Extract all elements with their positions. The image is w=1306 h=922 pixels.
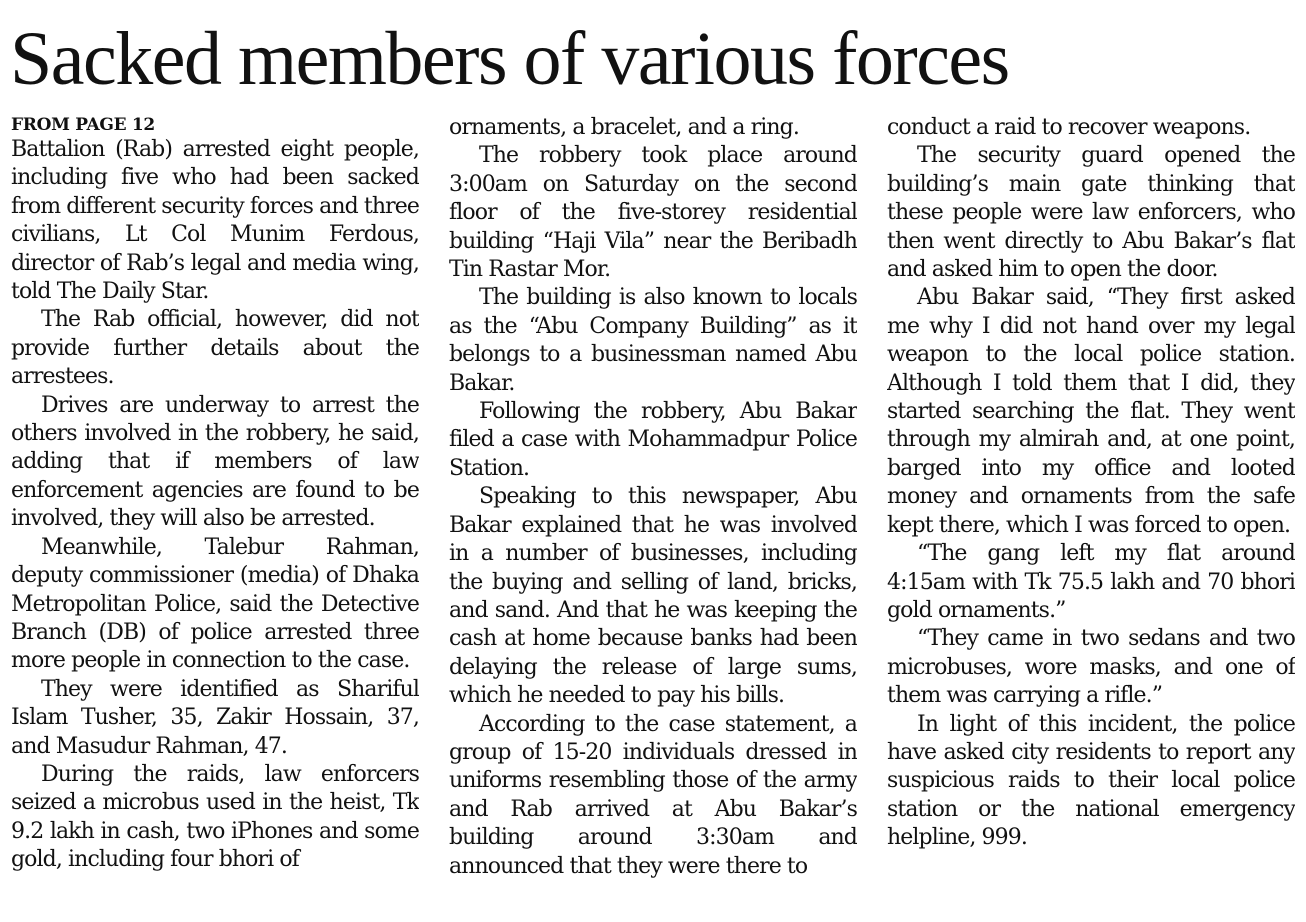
paragraph: Drives are underway to arrest the others involved in the robbery, he said, adding that if members of law enforcement agencies are found to be involved, they will also be arrested. (11, 392, 419, 532)
article-column-1 (11, 114, 419, 914)
paragraph: conduct a raid to recover weapons. (887, 115, 1251, 140)
paragraph: Abu Bakar said, “They first asked me why I did not hand over my legal weapon to the local police station. Although I told them that I did, they started searching the flat. They went through my almirah and, at one point, barged into my office and looted money and ornaments from the safe kept there, which I was forced to open. (887, 285, 1295, 538)
headline: Sacked members of various forces (10, 17, 1009, 101)
paragraph: ornaments, a bracelet, and a ring. (449, 115, 799, 140)
paragraph: They were identified as Shariful Islam Tusher, 35, Zakir Hossain, 37, and Masudur Rahman, 47. (11, 676, 419, 759)
article-column-3 (887, 114, 1295, 914)
continuation-kicker: FROM PAGE 12 (11, 115, 155, 135)
paragraph: The security guard opened the building’s main gate thinking that these people were law enforcers, who then went directly to Abu Bakar’s flat and asked him to open the door. (887, 143, 1295, 283)
paragraph: “The gang left my flat around 4:15am with Tk 75.5 lakh and 70 bhori gold ornaments.” (887, 541, 1295, 623)
paragraph: The Rab official, however, did not provide further details about the arrestees. (11, 307, 419, 390)
paragraph: Battalion (Rab) arrested eight people, including five who had been sacked from different security forces and three civilians, Lt Col Munim Ferdous, director of Rab’s legal and media wing, told The Daily Star. (11, 137, 419, 305)
paragraph: The building is also known to locals as the “Abu Company Building” as it belongs to a businessman named Abu Bakar. (449, 285, 857, 396)
paragraph: The robbery took place around 3:00am on Saturday on the second floor of the five-storey residential building “Haji Vila” near the Beribadh Tin Rastar Mor. (449, 143, 857, 283)
paragraph: According to the case statement, a group of 15-20 individuals dressed in uniforms resembling those of the army and Rab arrived at Abu Bakar’s building around 3:30am and announced that they were there to (449, 711, 857, 879)
article-column-2 (449, 114, 857, 914)
paragraph: In light of this incident, the police have asked city residents to report any suspicious raids to their local police station or the national emergency helpline, 999. (887, 711, 1295, 851)
paragraph: During the raids, law enforcers seized a microbus used in the heist, Tk 9.2 lakh in cash, two iPhones and some gold, including four bhori of (11, 761, 419, 873)
paragraph: “They came in two sedans and two microbuses, wore masks, and one of them was carrying a rifle.” (887, 626, 1295, 709)
paragraph: Speaking to this newspaper, Abu Bakar explained that he was involved in a number of businesses, including the buying and selling of land, bricks, and sand. And that he was keeping the cash at home because banks had been delaying the release of large sums, which he needed to pay his bills. (449, 484, 857, 709)
paragraph: Following the robbery, Abu Bakar filed a case with Mohammadpur Police Station. (449, 399, 857, 481)
paragraph: Meanwhile, Talebur Rahman, deputy commissioner (media) of Dhaka Metropolitan Police, said the Detective Branch (DB) of police arrested three more people in connection to the case. (11, 534, 419, 674)
